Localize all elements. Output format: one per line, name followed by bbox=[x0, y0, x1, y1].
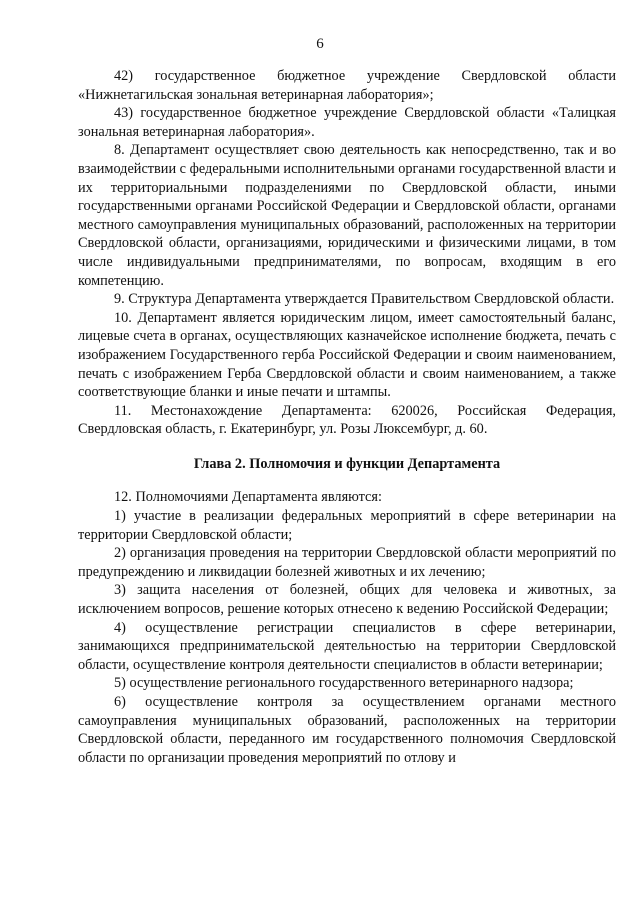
paragraph: 4) осуществление регистрации специалистов в сфере ветеринарии, занимающихся предпринимательской деятельностью на территории Свердловской области, осуществление контроля деятельности специалистов в области ветеринарии; bbox=[78, 619, 616, 673]
paragraph: 10. Департамент является юридическим лицом, имеет самостоятельный баланс, лицевые счета в органах, осуществляющих казначейское исполнение бюджета, печать с изображением Государственного герба Российской Федерации и своим наименованием, печать с изображением Герба Свердловской области и своим наименованием, а также соответствующие бланки и иные печати и штампы. bbox=[78, 309, 616, 401]
paragraph: 42) государственное бюджетное учреждение Свердловской области «Нижнетагильская зональная ветеринарная лаборатория»; bbox=[78, 68, 616, 103]
paragraphs-before-heading bbox=[78, 67, 616, 439]
paragraph: 1) участие в реализации федеральных мероприятий в сфере ветеринарии на территории Свердловской области; bbox=[78, 508, 616, 543]
paragraph: 8. Департамент осуществляет свою деятельность как непосредственно, так и во взаимодействии с федеральными исполнительными органами государственной власти и их территориальными подразделениями по Свердловской области, иными государственными органами Российской Федерации и Свердловской области, органами местного самоуправления муниципальных образований, расположенных на территории Свердловской области, организациями, юридическими и физическими лицами, в том числе индивидуальными предпринимателями, по вопросам, входящим в его компетенцию. bbox=[78, 142, 617, 289]
paragraph: 12. Полномочиями Департамента являются: bbox=[114, 489, 382, 506]
chapter-heading: Глава 2. Полномочия и функции Департамента bbox=[193, 455, 501, 472]
document-body bbox=[78, 67, 616, 767]
paragraph: 5) осуществление регионального государственного ветеринарного надзора; bbox=[114, 675, 574, 692]
page-number: 6 bbox=[316, 36, 324, 52]
paragraph: 2) организация проведения на территории Свердловской области мероприятий по предупреждению и ликвидации болезней животных и их лечению; bbox=[78, 545, 616, 580]
paragraph: 6) осуществление контроля за осуществлением органами местного самоуправления муниципальных образований, расположенных на территории Свердловской области, переданного им государственного полномочия Свердловской области по организации проведения мероприятий по отлову и bbox=[78, 694, 616, 766]
paragraph: 9. Структура Департамента утверждается Правительством Свердловской области. bbox=[114, 291, 615, 308]
paragraph: 11. Местонахождение Департамента: 620026, Российская Федерация, Свердловская область, г. Екатеринбург, ул. Розы Люксембург, д. 60. bbox=[78, 402, 616, 438]
paragraph: 3) защита населения от болезней, общих для человека и животных, за исключением вопросов, решение которых отнесено к ведению Российской Федерации; bbox=[78, 582, 616, 618]
paragraph: 43) государственное бюджетное учреждение Свердловской области «Талицкая зональная ветеринарная лаборатория». bbox=[78, 105, 616, 140]
paragraphs-after-heading bbox=[78, 488, 616, 767]
